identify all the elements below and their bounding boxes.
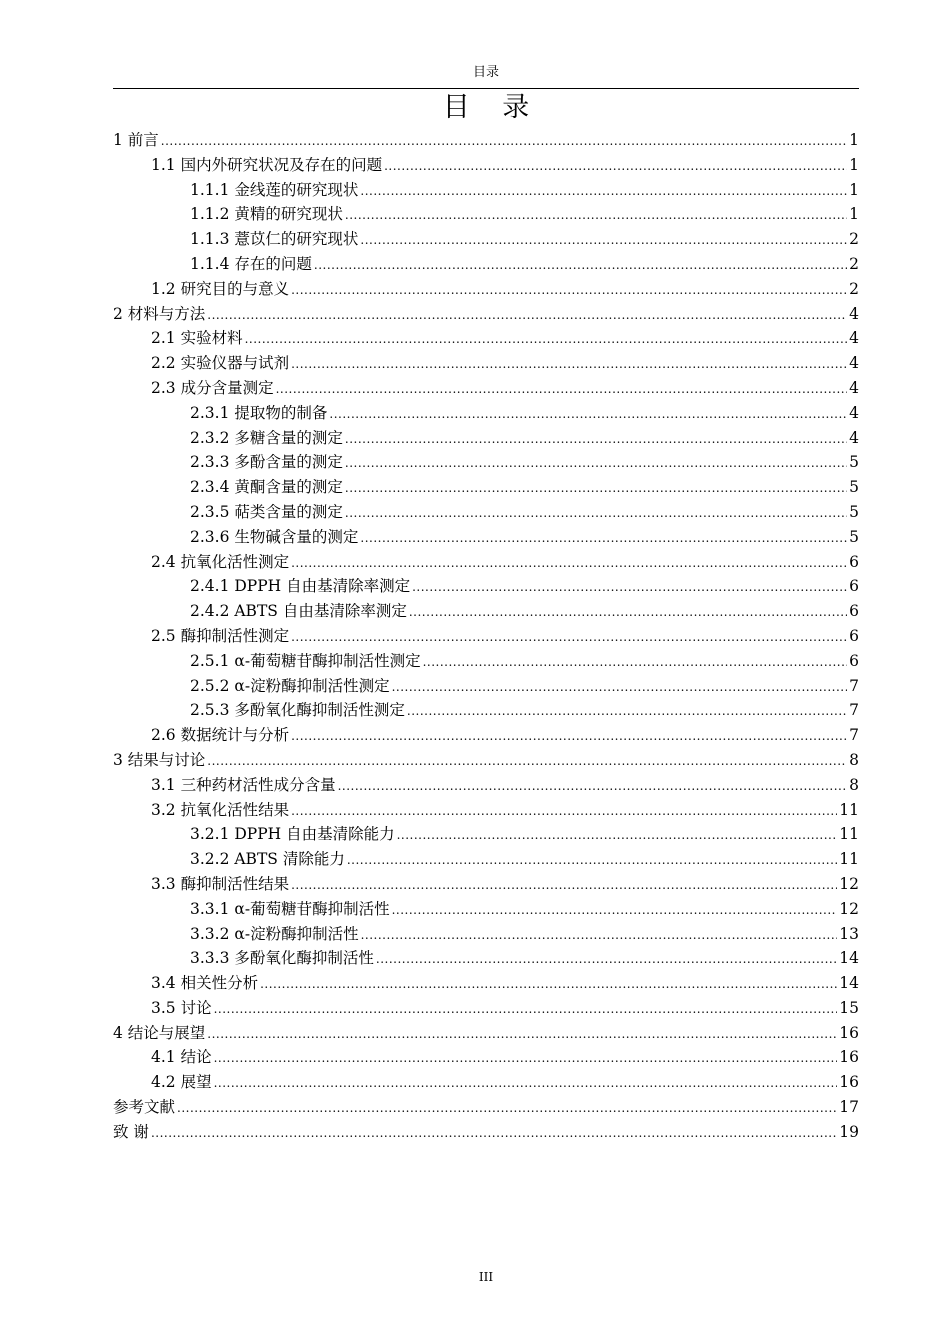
toc-entry-title: 1 前言 [113,131,159,149]
toc-dot-leader [345,203,847,228]
toc-entry-title: 3 结果与讨论 [113,750,206,769]
toc-entry[interactable] [113,599,859,624]
toc-entry[interactable] [113,649,859,674]
toc-entry-page: 1 [849,180,859,199]
toc-entry-title: 2.3.2 多糖含量的测定 [190,428,343,447]
toc-entry-title: 2.3.1 提取物的制备 [190,403,328,422]
toc-dot-leader [291,352,847,377]
toc-entry[interactable] [113,475,859,500]
toc-entry-page: 2 [849,230,859,249]
toc-entry-title: 3.3.1 α-葡萄糖苷酶抑制活性 [190,899,390,918]
toc-entry[interactable] [113,822,859,847]
toc-entry-page: 5 [849,527,859,546]
toc-entry-page: 1 [849,205,859,224]
toc-entry-title: 2.2 实验仪器与试剂 [151,354,290,373]
toc-entry[interactable] [113,277,859,302]
toc-entry-title: 3.3.3 多酚氧化酶抑制活性 [190,949,374,968]
toc-entry[interactable] [113,798,859,823]
toc-dot-leader [345,427,847,452]
toc-dot-leader [291,551,847,576]
toc-entry-title: 2.3.6 生物碱含量的测定 [190,527,359,546]
toc-entry-title: 4 结论与展望 [113,1023,206,1042]
toc-dot-leader [407,699,847,724]
toc-dot-leader [207,749,847,774]
toc-dot-leader [214,997,838,1022]
toc-entry[interactable] [113,550,859,575]
toc-entry-title: 3.3 酶抑制活性结果 [151,874,290,893]
toc-dot-leader [291,625,847,650]
toc-entry-page: 7 [849,726,859,745]
toc-entry[interactable] [113,971,859,996]
toc-entry-title: 1.1.4 存在的问题 [190,254,312,273]
toc-entry-title: 2.5 酶抑制活性测定 [151,626,290,645]
toc-entry-page: 1 [849,155,859,174]
toc-dot-leader [207,303,847,328]
toc-entry-title: 2 材料与方法 [113,304,206,323]
toc-entry-page: 7 [849,701,859,720]
toc-entry-page: 12 [839,899,859,918]
toc-entry-title: 参考文献 [113,1098,176,1117]
toc-entry-title: 2.5.2 α-淀粉酶抑制活性测定 [190,676,390,695]
toc-entry[interactable] [113,450,859,475]
toc-entry-title: 1.1.2 黄精的研究现状 [190,205,343,224]
toc-entry[interactable] [113,302,859,327]
toc-entry[interactable] [113,351,859,376]
toc-entry-page: 2 [849,279,859,298]
toc-entry[interactable] [113,1021,859,1046]
toc-dot-leader [423,650,848,675]
toc-entry[interactable] [113,376,859,401]
toc-dot-leader [360,526,847,551]
toc-dot-leader [412,575,847,600]
toc-dot-leader [291,799,837,824]
toc-entry[interactable] [113,1095,859,1120]
toc-entry-page: 12 [839,874,859,893]
toc-dot-leader [376,947,837,972]
toc-dot-leader [291,278,847,303]
toc-entry[interactable] [113,847,859,872]
toc-entry[interactable] [113,996,859,1021]
toc-dot-leader [214,1046,838,1071]
toc-entry[interactable] [113,723,859,748]
toc-entry-page: 13 [839,924,859,943]
toc-entry[interactable] [113,252,859,277]
toc-entry-title: 1.1.1 金线莲的研究现状 [190,180,359,199]
toc-entry-title: 2.4 抗氧化活性测定 [151,552,290,571]
page-title: 目 录 [442,92,542,123]
toc-entry-title: 2.4.1 DPPH 自由基清除率测定 [190,577,411,596]
toc-entry-title: 2.3 成分含量测定 [151,378,274,397]
toc-entry-title: 1.1 国内外研究状况及存在的问题 [151,155,383,174]
toc-entry-title: 4.2 展望 [151,1073,212,1092]
toc-entry-page: 2 [849,254,859,273]
toc-entry[interactable] [113,922,859,947]
page-number: III [478,1270,494,1284]
toc-dot-leader [392,675,848,700]
toc-entry[interactable] [113,1045,859,1070]
toc-entry[interactable] [113,500,859,525]
toc-dot-leader [161,129,847,154]
toc-entry-page: 8 [849,775,859,794]
toc-entry[interactable] [113,128,859,153]
toc-entry[interactable] [113,401,859,426]
toc-entry[interactable] [113,426,859,451]
toc-entry-page: 5 [849,502,859,521]
toc-dot-leader [360,228,847,253]
toc-entry-page: 4 [849,403,859,422]
toc-dot-leader [347,848,837,873]
toc-entry-page: 6 [849,577,859,596]
toc-entry-page: 11 [839,850,859,869]
toc-entry-title: 致 谢 [113,1122,149,1141]
toc-entry-page: 14 [839,974,859,993]
toc-entry-title: 2.3.3 多酚含量的测定 [190,453,343,472]
toc-entry-page: 11 [839,800,859,819]
toc-entry-title: 3.3.2 α-淀粉酶抑制活性 [190,924,359,943]
toc-entry[interactable] [113,1120,859,1145]
toc-entry[interactable] [113,202,859,227]
toc-dot-leader [392,898,838,923]
toc-entry-title: 2.3.5 萜类含量的测定 [190,502,343,521]
toc-entry-title: 2.5.3 多酚氧化酶抑制活性测定 [190,701,405,720]
toc-entry-title: 2.6 数据统计与分析 [151,726,290,745]
toc-dot-leader [177,1096,837,1121]
table-of-contents [113,128,859,1145]
toc-dot-leader [151,1121,837,1146]
toc-entry-page: 14 [839,949,859,968]
toc-entry-title: 2.4.2 ABTS 自由基清除率测定 [190,602,407,621]
toc-dot-leader [338,774,848,799]
toc-entry-page: 19 [839,1122,859,1141]
toc-entry-page: 6 [849,651,859,670]
toc-entry[interactable] [113,1070,859,1095]
toc-entry-title: 3.2 抗氧化活性结果 [151,800,290,819]
toc-entry-page: 16 [839,1023,859,1042]
toc-entry[interactable] [113,525,859,550]
toc-entry[interactable] [113,773,859,798]
toc-entry[interactable] [113,748,859,773]
toc-entry[interactable] [113,574,859,599]
toc-entry[interactable] [113,897,859,922]
toc-entry-page: 6 [849,552,859,571]
toc-dot-leader [260,972,837,997]
toc-dot-leader [314,253,847,278]
toc-entry-page: 4 [849,304,859,323]
toc-dot-leader [245,327,848,352]
toc-entry-title: 1.1.3 薏苡仁的研究现状 [190,230,359,249]
toc-entry-title: 3.2.2 ABTS 清除能力 [190,850,345,869]
toc-dot-leader [291,724,847,749]
toc-entry-page: 16 [839,1073,859,1092]
toc-entry[interactable] [113,227,859,252]
toc-entry[interactable] [113,946,859,971]
toc-entry-title: 1.2 研究目的与意义 [151,279,290,298]
toc-entry-page: 4 [849,354,859,373]
toc-entry[interactable] [113,872,859,897]
toc-dot-leader [345,451,847,476]
toc-entry-page: 17 [839,1098,859,1117]
toc-dot-leader [384,154,847,179]
toc-entry[interactable] [113,153,859,178]
toc-entry-page: 4 [849,428,859,447]
toc-entry-page: 11 [839,825,859,844]
toc-entry-title: 3.5 讨论 [151,998,212,1017]
toc-entry[interactable] [113,698,859,723]
toc-dot-leader [276,377,848,402]
toc-entry[interactable] [113,326,859,351]
toc-dot-leader [345,476,847,501]
toc-dot-leader [397,823,838,848]
toc-entry-title: 2.1 实验材料 [151,329,243,348]
toc-entry-page: 5 [849,453,859,472]
toc-entry-page: 6 [849,602,859,621]
toc-entry-page: 1 [849,131,859,149]
toc-entry-title: 2.3.4 黄酮含量的测定 [190,478,343,497]
toc-dot-leader [360,179,847,204]
toc-entry-page: 8 [849,750,859,769]
toc-entry-page: 16 [839,1048,859,1067]
toc-entry-title: 3.2.1 DPPH 自由基清除能力 [190,825,395,844]
toc-entry-title: 3.1 三种药材活性成分含量 [151,775,336,794]
toc-entry-page: 15 [839,998,859,1017]
running-header: 目录 [472,65,499,80]
toc-dot-leader [345,501,847,526]
toc-entry[interactable] [113,178,859,203]
toc-dot-leader [291,873,837,898]
toc-entry[interactable] [113,674,859,699]
toc-entry-page: 5 [849,478,859,497]
toc-entry-title: 2.5.1 α-葡萄糖苷酶抑制活性测定 [190,651,421,670]
toc-dot-leader [361,923,838,948]
toc-entry-page: 4 [849,378,859,397]
toc-entry-page: 4 [849,329,859,348]
toc-entry[interactable] [113,624,859,649]
toc-dot-leader [207,1022,837,1047]
toc-entry-title: 4.1 结论 [151,1048,212,1067]
toc-entry-page: 6 [849,626,859,645]
toc-entry-page: 7 [849,676,859,695]
toc-dot-leader [329,402,847,427]
toc-dot-leader [409,600,847,625]
toc-entry-title: 3.4 相关性分析 [151,974,259,993]
toc-dot-leader [214,1071,838,1096]
